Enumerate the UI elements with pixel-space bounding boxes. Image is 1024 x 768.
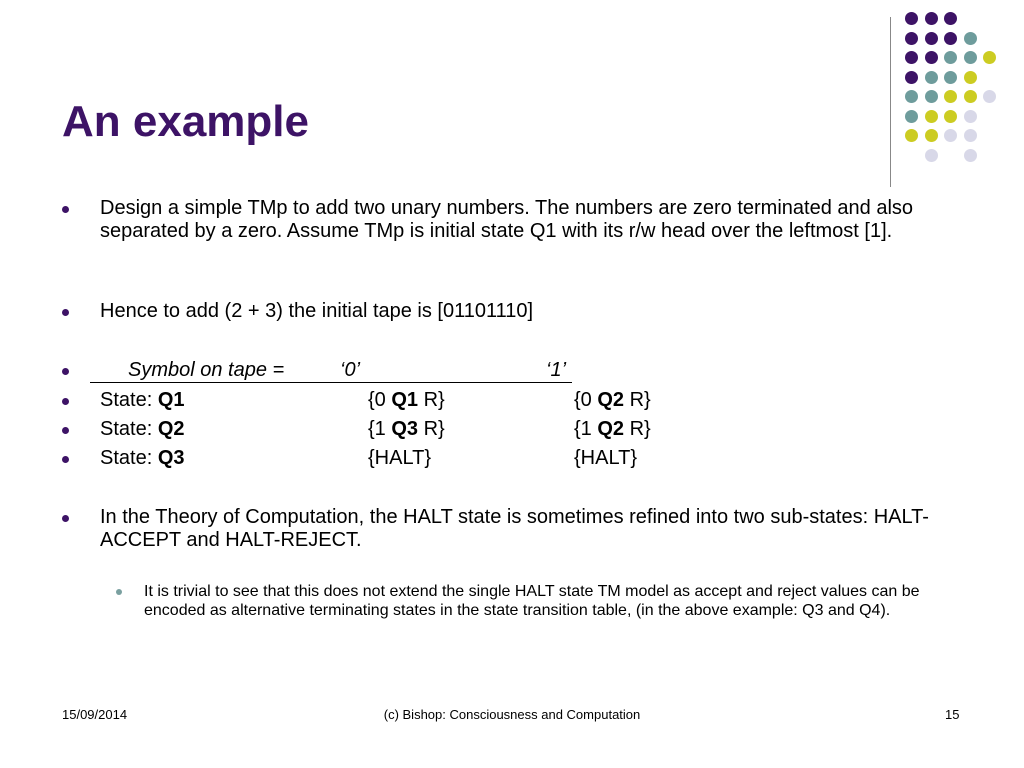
cell-state: Q2 bbox=[597, 418, 625, 440]
footer-date: 15/09/2014 bbox=[62, 707, 128, 722]
sub-bullet-trivial bbox=[116, 582, 956, 642]
bullet-dot-icon bbox=[62, 309, 69, 316]
header-symbol-label: Symbol on tape = bbox=[128, 359, 285, 381]
decorative-dot bbox=[983, 51, 996, 64]
bullet-text: In the Theory of Computation, the HALT state is sometimes refined into two sub-states: HALT-ACCEPT and HALT-REJECT. bbox=[100, 506, 929, 551]
decorative-dot bbox=[905, 129, 918, 142]
state-name: Q3 bbox=[157, 447, 185, 469]
bullet-dot-icon bbox=[62, 206, 69, 213]
decorative-dot bbox=[905, 71, 918, 84]
decorative-dot bbox=[964, 90, 977, 103]
state-name: Q1 bbox=[157, 389, 185, 411]
decorative-dot bbox=[944, 32, 957, 45]
sub-bullet-dot-icon bbox=[116, 589, 122, 595]
cell-open: {0 bbox=[574, 389, 598, 411]
cell-close: R} bbox=[418, 389, 445, 411]
bullet-dot-icon bbox=[62, 398, 69, 405]
bullet-initial-tape bbox=[62, 300, 962, 324]
state-prefix: State: bbox=[100, 389, 158, 411]
decorative-dot bbox=[944, 12, 957, 25]
decorative-dot bbox=[905, 110, 918, 123]
decorative-dot bbox=[964, 32, 977, 45]
cell-open: {HALT} bbox=[574, 447, 637, 469]
bullet-design bbox=[62, 197, 962, 267]
bullet-dot-icon bbox=[62, 515, 69, 522]
footer-page-number: 15 bbox=[945, 707, 960, 722]
bullet-text: Hence to add (2 + 3) the initial tape is [01101110] bbox=[100, 300, 534, 322]
row-cell-1 bbox=[574, 389, 651, 412]
row-cell-0 bbox=[368, 389, 445, 412]
decorative-dot bbox=[944, 90, 957, 103]
state-prefix: State: bbox=[100, 447, 158, 469]
decorative-dot bbox=[964, 51, 977, 64]
cell-state: Q1 bbox=[391, 389, 419, 411]
decorative-dot bbox=[925, 51, 938, 64]
cell-open: {1 bbox=[574, 418, 598, 440]
decorative-dot bbox=[905, 32, 918, 45]
decorative-dot bbox=[925, 149, 938, 162]
state-prefix: State: bbox=[100, 418, 158, 440]
row-cell-0 bbox=[368, 447, 431, 470]
decorative-dot bbox=[944, 71, 957, 84]
cell-state: Q2 bbox=[597, 389, 625, 411]
bullet-halt bbox=[62, 506, 962, 554]
cell-close: R} bbox=[624, 418, 651, 440]
decorative-divider-line bbox=[890, 17, 891, 187]
table-row-q2 bbox=[62, 418, 962, 442]
decorative-dot bbox=[925, 32, 938, 45]
decorative-dot bbox=[964, 149, 977, 162]
row-cell-1 bbox=[574, 418, 651, 441]
footer-center: (c) Bishop: Consciousness and Computation bbox=[383, 707, 641, 722]
decorative-dot bbox=[905, 12, 918, 25]
cell-open: {0 bbox=[368, 389, 392, 411]
row-state-cell bbox=[100, 389, 185, 412]
sub-bullet-text: It is trivial to see that this does not extend the single HALT state TM model as accept and reject values can be encoded as alternative terminating states in the state transition table, (in the above example: Q3 and Q4). bbox=[144, 583, 920, 619]
decorative-dot bbox=[925, 129, 938, 142]
decorative-dot bbox=[964, 110, 977, 123]
bullet-dot-icon bbox=[62, 368, 69, 375]
table-row-q3 bbox=[62, 447, 962, 471]
decorative-dot bbox=[905, 51, 918, 64]
decorative-dot-grid bbox=[905, 12, 1015, 167]
state-name: Q2 bbox=[157, 418, 185, 440]
decorative-dot bbox=[964, 129, 977, 142]
decorative-dot bbox=[905, 90, 918, 103]
cell-open: {1 bbox=[368, 418, 392, 440]
table-header-underline bbox=[90, 359, 572, 383]
cell-close: R} bbox=[418, 418, 445, 440]
cell-state: Q3 bbox=[391, 418, 419, 440]
header-symbol-0: ‘0’ bbox=[340, 359, 361, 381]
row-cell-0 bbox=[368, 418, 445, 441]
decorative-dot bbox=[925, 90, 938, 103]
row-state-cell bbox=[100, 418, 185, 441]
decorative-dot bbox=[944, 129, 957, 142]
decorative-dot bbox=[964, 71, 977, 84]
table-header-row bbox=[62, 359, 962, 383]
table-row-q1 bbox=[62, 389, 962, 413]
row-state-cell bbox=[100, 447, 185, 470]
bullet-text: Design a simple TMp to add two unary numbers. The numbers are zero terminated and also separated by a zero. Assume TMp is initial state Q1 with its r/w head over the leftmost [1]. bbox=[100, 197, 914, 242]
row-cell-1 bbox=[574, 447, 637, 470]
decorative-dot bbox=[983, 90, 996, 103]
bullet-dot-icon bbox=[62, 427, 69, 434]
decorative-dot bbox=[925, 12, 938, 25]
decorative-dot bbox=[925, 71, 938, 84]
cell-close: R} bbox=[624, 389, 651, 411]
decorative-dot bbox=[944, 51, 957, 64]
slide-title: An example bbox=[62, 97, 309, 146]
cell-open: {HALT} bbox=[368, 447, 431, 469]
decorative-dot bbox=[944, 110, 957, 123]
bullet-dot-icon bbox=[62, 456, 69, 463]
decorative-dot bbox=[925, 110, 938, 123]
header-symbol-1: ‘1’ bbox=[546, 359, 567, 381]
